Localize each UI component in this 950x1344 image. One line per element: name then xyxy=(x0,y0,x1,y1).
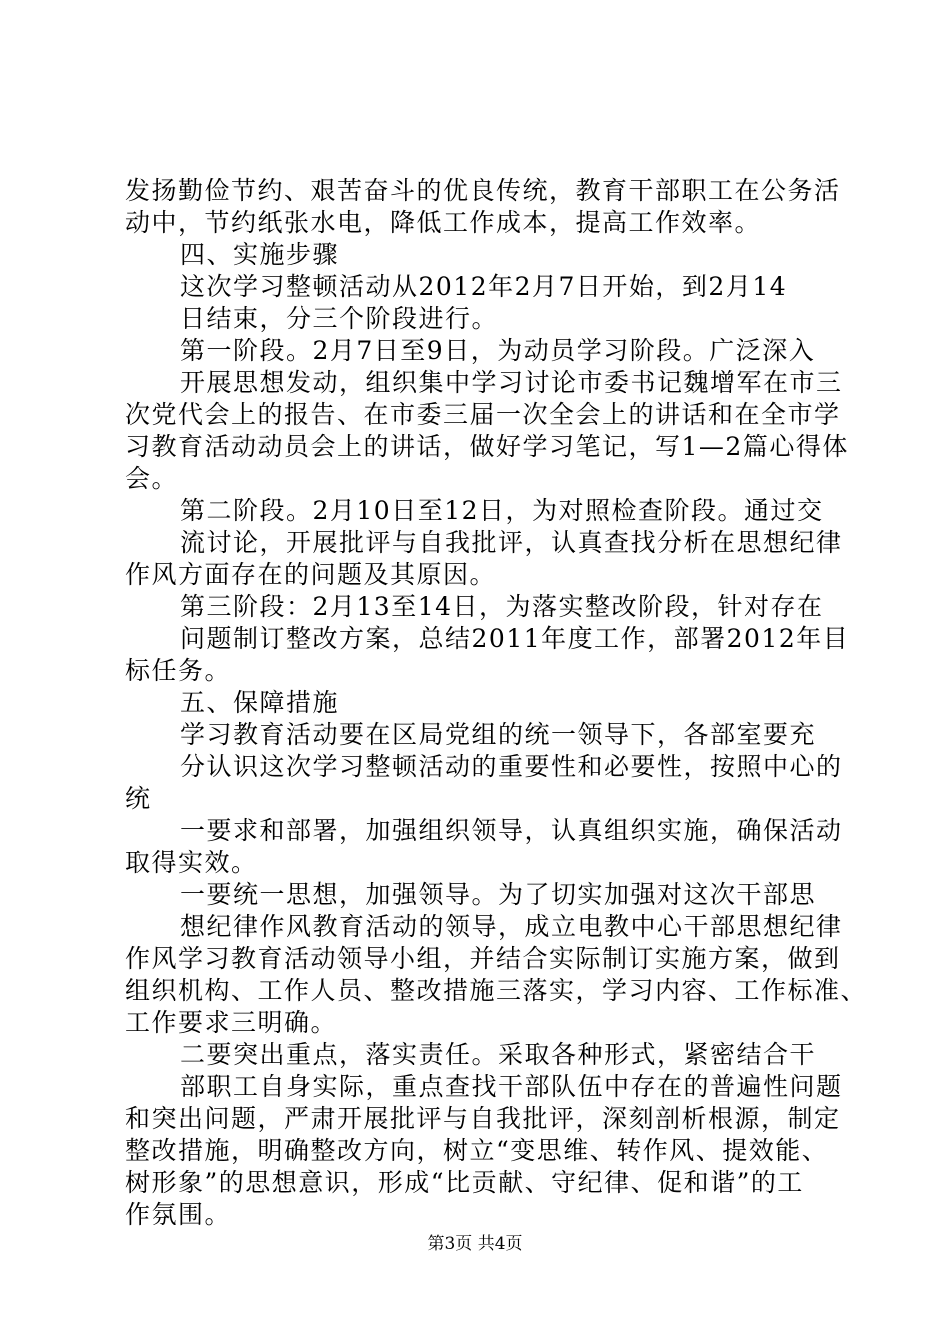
body-line: 这次学习整顿活动从2012年2月7日开始，到2月14 xyxy=(180,272,788,301)
body-line: 学习教育活动要在区局党组的统一领导下，各部室要充 xyxy=(180,720,817,749)
body-line: 取得实效。 xyxy=(125,848,258,877)
body-line: 第一阶段。2月7日至9日，为动员学习阶段。广泛深入 xyxy=(180,336,816,365)
body-line: 树形象”的思想意识，形成“比贡献、守纪律、促和谐”的工 xyxy=(125,1168,804,1197)
body-line: 部职工自身实际，重点查找干部队伍中存在的普遍性问题 xyxy=(180,1072,843,1101)
body-line: 一要统一思想，加强领导。为了切实加强对这次干部思 xyxy=(180,880,817,909)
body-line: 二要突出重点，落实责任。采取各种形式，紧密结合干 xyxy=(180,1040,817,1069)
body-line: 和突出问题，严肃开展批评与自我批评，深刻剖析根源，制定 xyxy=(125,1104,841,1133)
body-line: 统 xyxy=(125,784,152,813)
body-line: 会。 xyxy=(125,464,179,493)
body-line: 作风方面存在的问题及其原因。 xyxy=(125,560,497,589)
body-line: 组织机构、工作人员、整改措施三落实，学习内容、工作标准、 xyxy=(125,976,868,1005)
body-line: 第三阶段：2月13至14日，为落实整改阶段，针对存在 xyxy=(180,592,824,621)
page-number-footer: 第3页 共4页 xyxy=(427,1234,523,1254)
body-line: 习教育活动动员会上的讲话，做好学习笔记，写1—2篇心得体 xyxy=(125,432,849,461)
body-line: 流讨论，开展批评与自我批评，认真查找分析在思想纪律 xyxy=(180,528,843,557)
body-line: 作氛围。 xyxy=(125,1200,232,1229)
body-line: 想纪律作风教育活动的领导，成立电教中心干部思想纪律 xyxy=(180,912,843,941)
body-line: 次党代会上的报告、在市委三届一次全会上的讲话和在全市学 xyxy=(125,400,841,429)
body-line: 一要求和部署，加强组织领导，认真组织实施，确保活动 xyxy=(180,816,843,845)
body-line: 第二阶段。2月10日至12日，为对照检查阶段。通过交 xyxy=(180,496,824,525)
body-line: 工作要求三明确。 xyxy=(125,1008,338,1037)
body-line: 开展思想发动，组织集中学习讨论市委书记魏增军在市三 xyxy=(180,368,843,397)
body-line: 分认识这次学习整顿活动的重要性和必要性，按照中心的 xyxy=(180,752,843,781)
body-line: 整改措施，明确整改方向，树立“变思维、转作风、提效能、 xyxy=(125,1136,829,1165)
section-heading: 四、实施步骤 xyxy=(180,240,340,269)
body-line: 发扬勤俭节约、艰苦奋斗的优良传统，教育干部职工在公务活 xyxy=(125,176,841,205)
section-heading: 五、保障措施 xyxy=(180,688,340,717)
body-line: 动中，节约纸张水电，降低工作成本，提高工作效率。 xyxy=(125,208,762,237)
body-line: 作风学习教育活动领导小组，并结合实际制订实施方案，做到 xyxy=(125,944,841,973)
body-line: 日结束，分三个阶段进行。 xyxy=(180,304,499,333)
body-line: 问题制订整改方案，总结2011年度工作，部署2012年目 xyxy=(180,624,850,653)
body-line: 标任务。 xyxy=(125,656,232,685)
